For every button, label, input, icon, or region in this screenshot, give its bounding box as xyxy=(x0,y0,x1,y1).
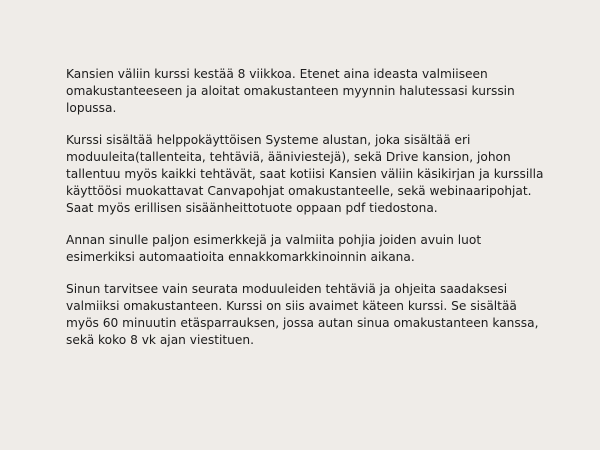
course-description xyxy=(66,66,546,364)
paragraph-course-contents: Kurssi sisältää helppokäyttöisen Systeme alustan, joka sisältää eri moduuleita(tallenteita, tehtäviä, ääniviestejä), sekä Drive kansion, johon tallentuu myös kaikki tehtävät, saat kotiisi Kansien väliin käsikirjan ja kurssilla käyttöösi muokattavat Canvapohjat omakustanteelle, sekä webinaaripohjat. Saat myös erillisen sisäänheittotuote oppaan pdf tiedostona. xyxy=(66,133,544,215)
paragraph-support: Sinun tarvitsee vain seurata moduuleiden tehtäviä ja ohjeita saadaksesi valmiiksi omakustanteen. Kurssi on siis avaimet käteen kurssi. Se sisältää myös 60 minuutin etäsparrauksen, jossa autan sinua omakustanteen kanssa, sekä koko 8 vk ajan viestituen. xyxy=(66,282,539,347)
paragraph-course-duration: Kansien väliin kurssi kestää 8 viikkoa. Etenet aina ideasta valmiiseen omakustanteeseen ja aloitat omakustanteen myynnin halutessasi kurssin lopussa. xyxy=(66,67,515,115)
paragraph-examples: Annan sinulle paljon esimerkkejä ja valmiita pohjia joiden avuin luot esimerkiksi automaatioita ennakkomarkkinoinnin aikana. xyxy=(66,233,482,264)
